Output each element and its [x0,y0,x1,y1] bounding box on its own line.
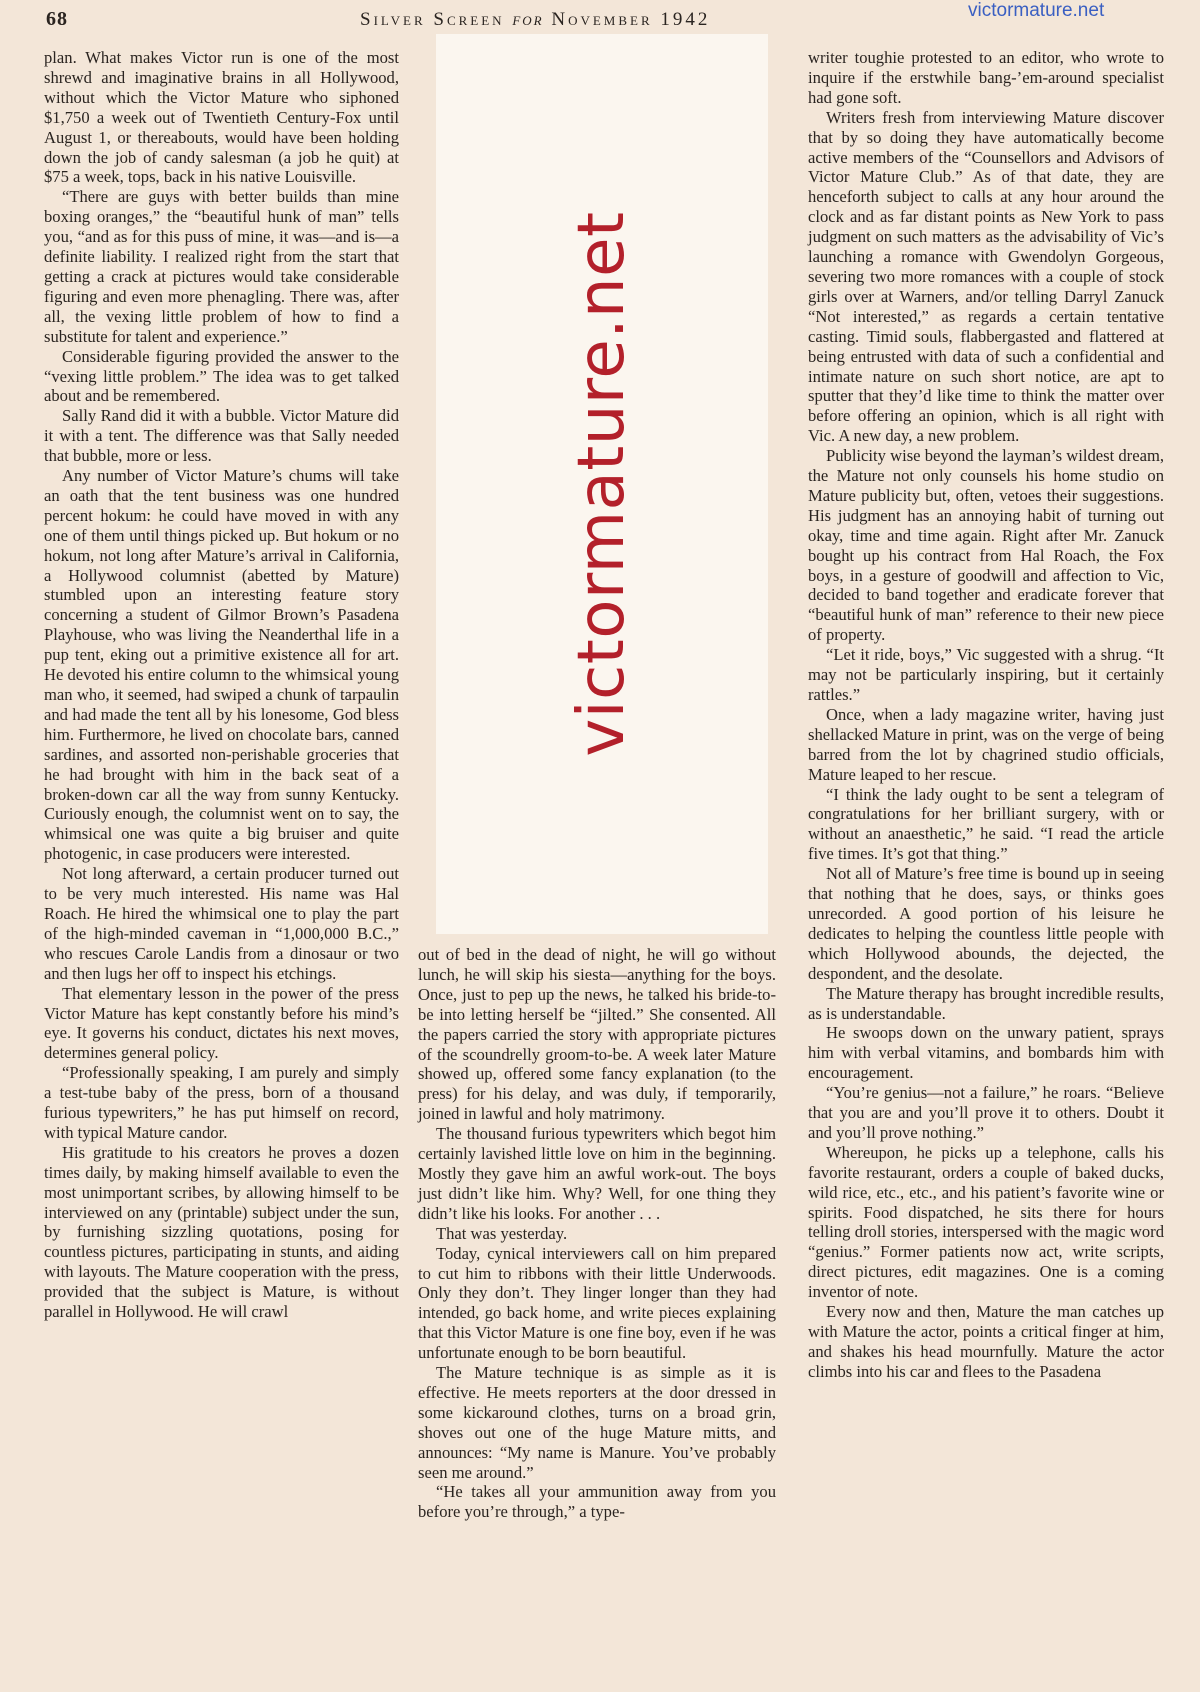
watermark: victormature.net [565,211,639,757]
paragraph: That was yesterday. [436,1223,568,1243]
paragraph: Not long afterward, a certain producer turned out to be very much interested. His name was Hal Roach. He hired the whimsical one to play the part of the high-minded caveman in “1,000,000 B.C.,” who rescues Carole Landis from a dinosaur or two and then lugs her off to inspect his etchings. [44,864,399,983]
magazine-name: Silver Screen [360,9,505,30]
paragraph: “Professionally speaking, I am purely and simply a test-tube baby of the press, born of a thousand furious typewriters,” he has put himself on record, with typical Mature candor. [44,1063,399,1142]
paragraph: “Let it ride, boys,” Vic suggested with a shrug. “It may not be particularly inspiring, but it certainly rattles.” [808,645,1164,704]
paragraph: Not all of Mature’s free time is bound up in seeing that nothing that he does, says, or thinks goes unrecorded. A good portion of his leisure he dedicates to helping the countless little people with which Hollywood abounds, the dejected, the despondent, and the desolate. [808,864,1164,983]
article-column-2 [418,945,776,1522]
paragraph: plan. What makes Victor run is one of the most shrewd and imaginative brains in all Hollywood, without which the Victor Mature who siphoned $1,750 a week out of Twentieth Century-Fox until August 1, or thereabouts, would have been holding down the job of candy salesman (a job he quit) at $75 a week, tops, back in his native Louisville. [44,48,399,187]
paragraph: Writers fresh from interviewing Mature discover that by so doing they have automatically become active members of the “Counsellors and Advisors of Victor Mature Club.” As of that date, they are henceforth subject to calls at any hour around the clock and as far distant points as New York to pass judgment on such matters as the advisability of Vic’s launching a romance with Gwendolyn Gorgeous, severing two more romances with a couple of stock girls over at Warners, and/or telling Darryl Zanuck “Not interested,” as regards a certain tentative casting. Timid souls, flabbergasted and flattered at being entrusted with data of such a confidential and intimate nature on such short notice, are apt to sputter that they’d like time to think the matter over before offering an opinion, which is all right with Vic. A new day, a new problem. [808,107,1164,446]
paragraph: Any number of Victor Mature’s chums will take an oath that the tent business was one hundred percent hokum: he could have moved in with any one of them until things picked up. But hokum or no hokum, not long after Mature’s arrival in California, a Hollywood columnist (abetted by Mature) stumbled upon an interesting feature story concerning a student of Gilmor Brown’s Pasadena Playhouse, who was living the Neanderthal life in a pup tent, eking out a primitive existence all for art. He devoted his entire column to the whimsical young man who, it seemed, had swiped a chunk of tarpaulin and had made the tent all by his lonesome, God bless him. Furthermore, he lived on chocolate bars, canned sardines, and assorted non-perishable groceries that he had brought with him in the back seat of a broken-down car all the way from sunny Kentucky. Curiously enough, the columnist went on to say, the whimsical one was quite a big bruiser and quite photogenic, in case producers were interested. [44,466,399,864]
running-header [0,0,1200,34]
magazine-running-head [360,9,710,31]
paragraph: writer toughie protested to an editor, who wrote to inquire if the erstwhile bang-’em-around specialist had gone soft. [808,48,1164,107]
paragraph: “There are guys with better builds than mine boxing oranges,” the “beautiful hunk of man” tells you, “and as for this puss of mine, it was—and is—a definite liability. I realized right from the start that getting a crack at pictures would take considerable figuring and even more phenagling. There was, after all, the vexing little problem of how to find a substitute for talent and experience.” [44,187,399,346]
paragraph: Publicity wise beyond the layman’s wildest dream, the Mature not only counsels his home studio on Mature publicity but, often, vetoes their suggestions. His judgment has an annoying habit of turning out okay, time and time again. Right after Mr. Zanuck bought up his contract from Hal Roach, the Fox boys, in a gesture of goodwill and affection to Vic, decided to band together and eradicate forever that “beautiful hunk of man” reference to their new piece of property. [808,446,1164,645]
paragraph: The Mature technique is as simple as it is effective. He meets reporters at the door dressed in some kickaround clothes, turns on a broad grin, shoves out one of the huge Mature mitts, and announces: “My name is Manure. You’ve probably seen me around.” [418,1363,776,1482]
paragraph: Sally Rand did it with a bubble. Victor Mature did it with a tent. The difference was that Sally needed that bubble, more or less. [44,406,399,466]
paragraph: Once, when a lady magazine writer, having just shellacked Mature in print, was on the verge of being barred from the lot by chagrined studio officials, Mature leaped to her rescue. [808,704,1164,784]
paragraph: “I think the lady ought to be sent a telegram of congratulations for her brilliant surgery, with or without an anaesthetic,” he said. “I read the article five times. It’s got that thing.” [808,784,1164,864]
paragraph: Today, cynical interviewers call on him prepared to cut him to ribbons with their little Underwoods. Only they don’t. They linger longer than they had intended, go back home, and write pieces explaining that this Victor Mature is one fine boy, even if he was unfortunate enough to be born beautiful. [418,1243,776,1363]
paragraph: “You’re genius—not a failure,” he roars. “Believe that you are and you’ll prove it to others. Doubt it and you’ll prove nothing.” [808,1083,1164,1142]
paragraph: The Mature therapy has brought incredible results, as is understandable. [808,983,1164,1023]
issue-date: November 1942 [551,9,711,30]
paragraph: Whereupon, he picks up a telephone, calls his favorite restaurant, orders a couple of baked ducks, wild rice, etc., etc., and his patient’s favorite wine or spirits. Food dispatched, he sits there for hours telling droll stories, interspersed with the magic word “genius.” Former patients now act, write scripts, direct pictures, edit magazines. One is a coming inventor of note. [808,1142,1164,1302]
paragraph: The thousand furious typewriters which begot him certainly lavished little love on him in the beginning. Mostly they gave him an awful work-out. The boys just didn’t like him. Why? Well, for one thing they didn’t like his looks. For another . . . [418,1124,776,1223]
for-word: for [512,9,544,30]
paragraph: out of bed in the dead of night, he will go without lunch, he will skip his siesta—anything for the boys. Once, just to pep up the news, he talked his bride-to-be into letting herself be “jilted.” She consented. All the papers carried the story with appropriate pictures of the scoundrelly groom-to-be. A week later Mature showed up, offered some fancy explanation (to the press) for his delay, and was duly, if temporarily, joined in lawful and holy matrimony. [418,945,776,1124]
paragraph: Considerable figuring provided the answer to the “vexing little problem.” The idea was to get talked about and be remembered. [44,346,399,406]
paragraph: His gratitude to his creators he proves a dozen times daily, by making himself available to even the most unimportant scribes, by allowing himself to be interviewed on any (printable) subject under the sun, by furnishing sizzling quotations, posing for countless pictures, participating in stunts, and aiding with layouts. The Mature cooperation with the press, provided that the subject is Mature, is without parallel in Hollywood. He will crawl [44,1142,399,1322]
paragraph: Every now and then, Mature the man catches up with Mature the actor, points a critical finger at him, and shakes his head mournfully. Mature the actor climbs into his car and flees to the Pasadena [808,1302,1164,1381]
paragraph: That elementary lesson in the power of the press Victor Mature has kept constantly before his mind’s eye. It governs his conduct, dictates his next moves, determines general policy. [44,983,399,1063]
article-column-3 [808,48,1164,1382]
page-number: 68 [46,8,68,30]
article-column-1 [44,48,399,1322]
paragraph: He swoops down on the unwary patient, sprays him with verbal vitamins, and bombards him with encouragement. [808,1023,1164,1083]
paragraph: “He takes all your ammunition away from you before you’re through,” a type- [418,1482,776,1522]
site-link[interactable]: victormature.net [968,0,1105,21]
